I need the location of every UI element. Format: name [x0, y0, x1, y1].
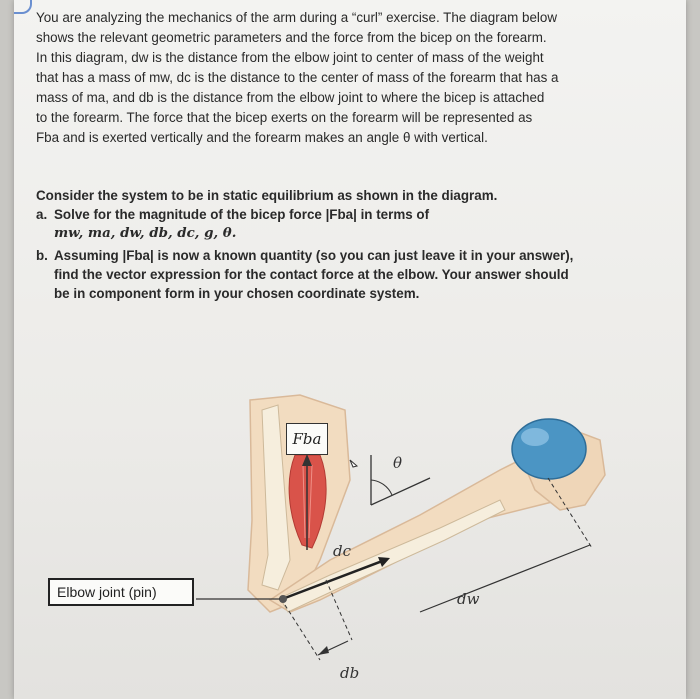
- db-guide-line: [285, 605, 320, 660]
- cursor-icon: [350, 460, 357, 467]
- force-label: Fba: [286, 423, 328, 455]
- db-label: db: [340, 664, 360, 682]
- weight-ball-highlight: [521, 428, 549, 446]
- dc-label: dc: [333, 542, 352, 560]
- dw-dimension-line: [420, 545, 590, 612]
- problem-line: shows the relevant geometric parameters and the force from the bicep on the forearm.: [36, 30, 547, 45]
- elbow-pin: [279, 595, 287, 603]
- problem-line: to the forearm. The force that the bicep exerts on the forearm will be represented as: [36, 110, 533, 125]
- problem-line: that has a mass of mw, dc is the distance to the center of mass of the forearm that has a: [36, 70, 559, 85]
- question-b-line1: Assuming |Fba| is now a known quantity (so you can just leave it in your answer),: [54, 248, 574, 263]
- angle-arc: [371, 480, 392, 495]
- question-a-variables: mw, ma, dw, db, dc, g, θ.: [54, 225, 237, 241]
- weight-ball: [512, 419, 586, 479]
- question-b-number: b.: [36, 248, 48, 263]
- problem-line: You are analyzing the mechanics of the arm during a “curl” exercise. The diagram below: [36, 10, 558, 25]
- problem-line: Fba and is exerted vertically and the forearm makes an angle θ with vertical.: [36, 130, 488, 145]
- question-b-line2: find the vector expression for the contact force at the elbow. Your answer should: [54, 267, 569, 282]
- elbow-joint-label: Elbow joint (pin): [48, 578, 194, 606]
- dw-label: dw: [457, 590, 480, 608]
- question-a-number: a.: [36, 207, 48, 222]
- question-b-line3: be in component form in your chosen coordinate system.: [54, 286, 420, 301]
- db-arrow-head: [318, 646, 329, 655]
- question-a-text: Solve for the magnitude of the bicep force |Fba| in terms of: [54, 207, 430, 222]
- questions-intro: Consider the system to be in static equilibrium as shown in the diagram.: [36, 188, 498, 203]
- problem-line: mass of ma, and db is the distance from the elbow joint to where the bicep is attached: [36, 90, 545, 105]
- theta-label: θ: [393, 454, 403, 472]
- problem-line: In this diagram, dw is the distance from the elbow joint to center of mass of the weight: [36, 50, 544, 65]
